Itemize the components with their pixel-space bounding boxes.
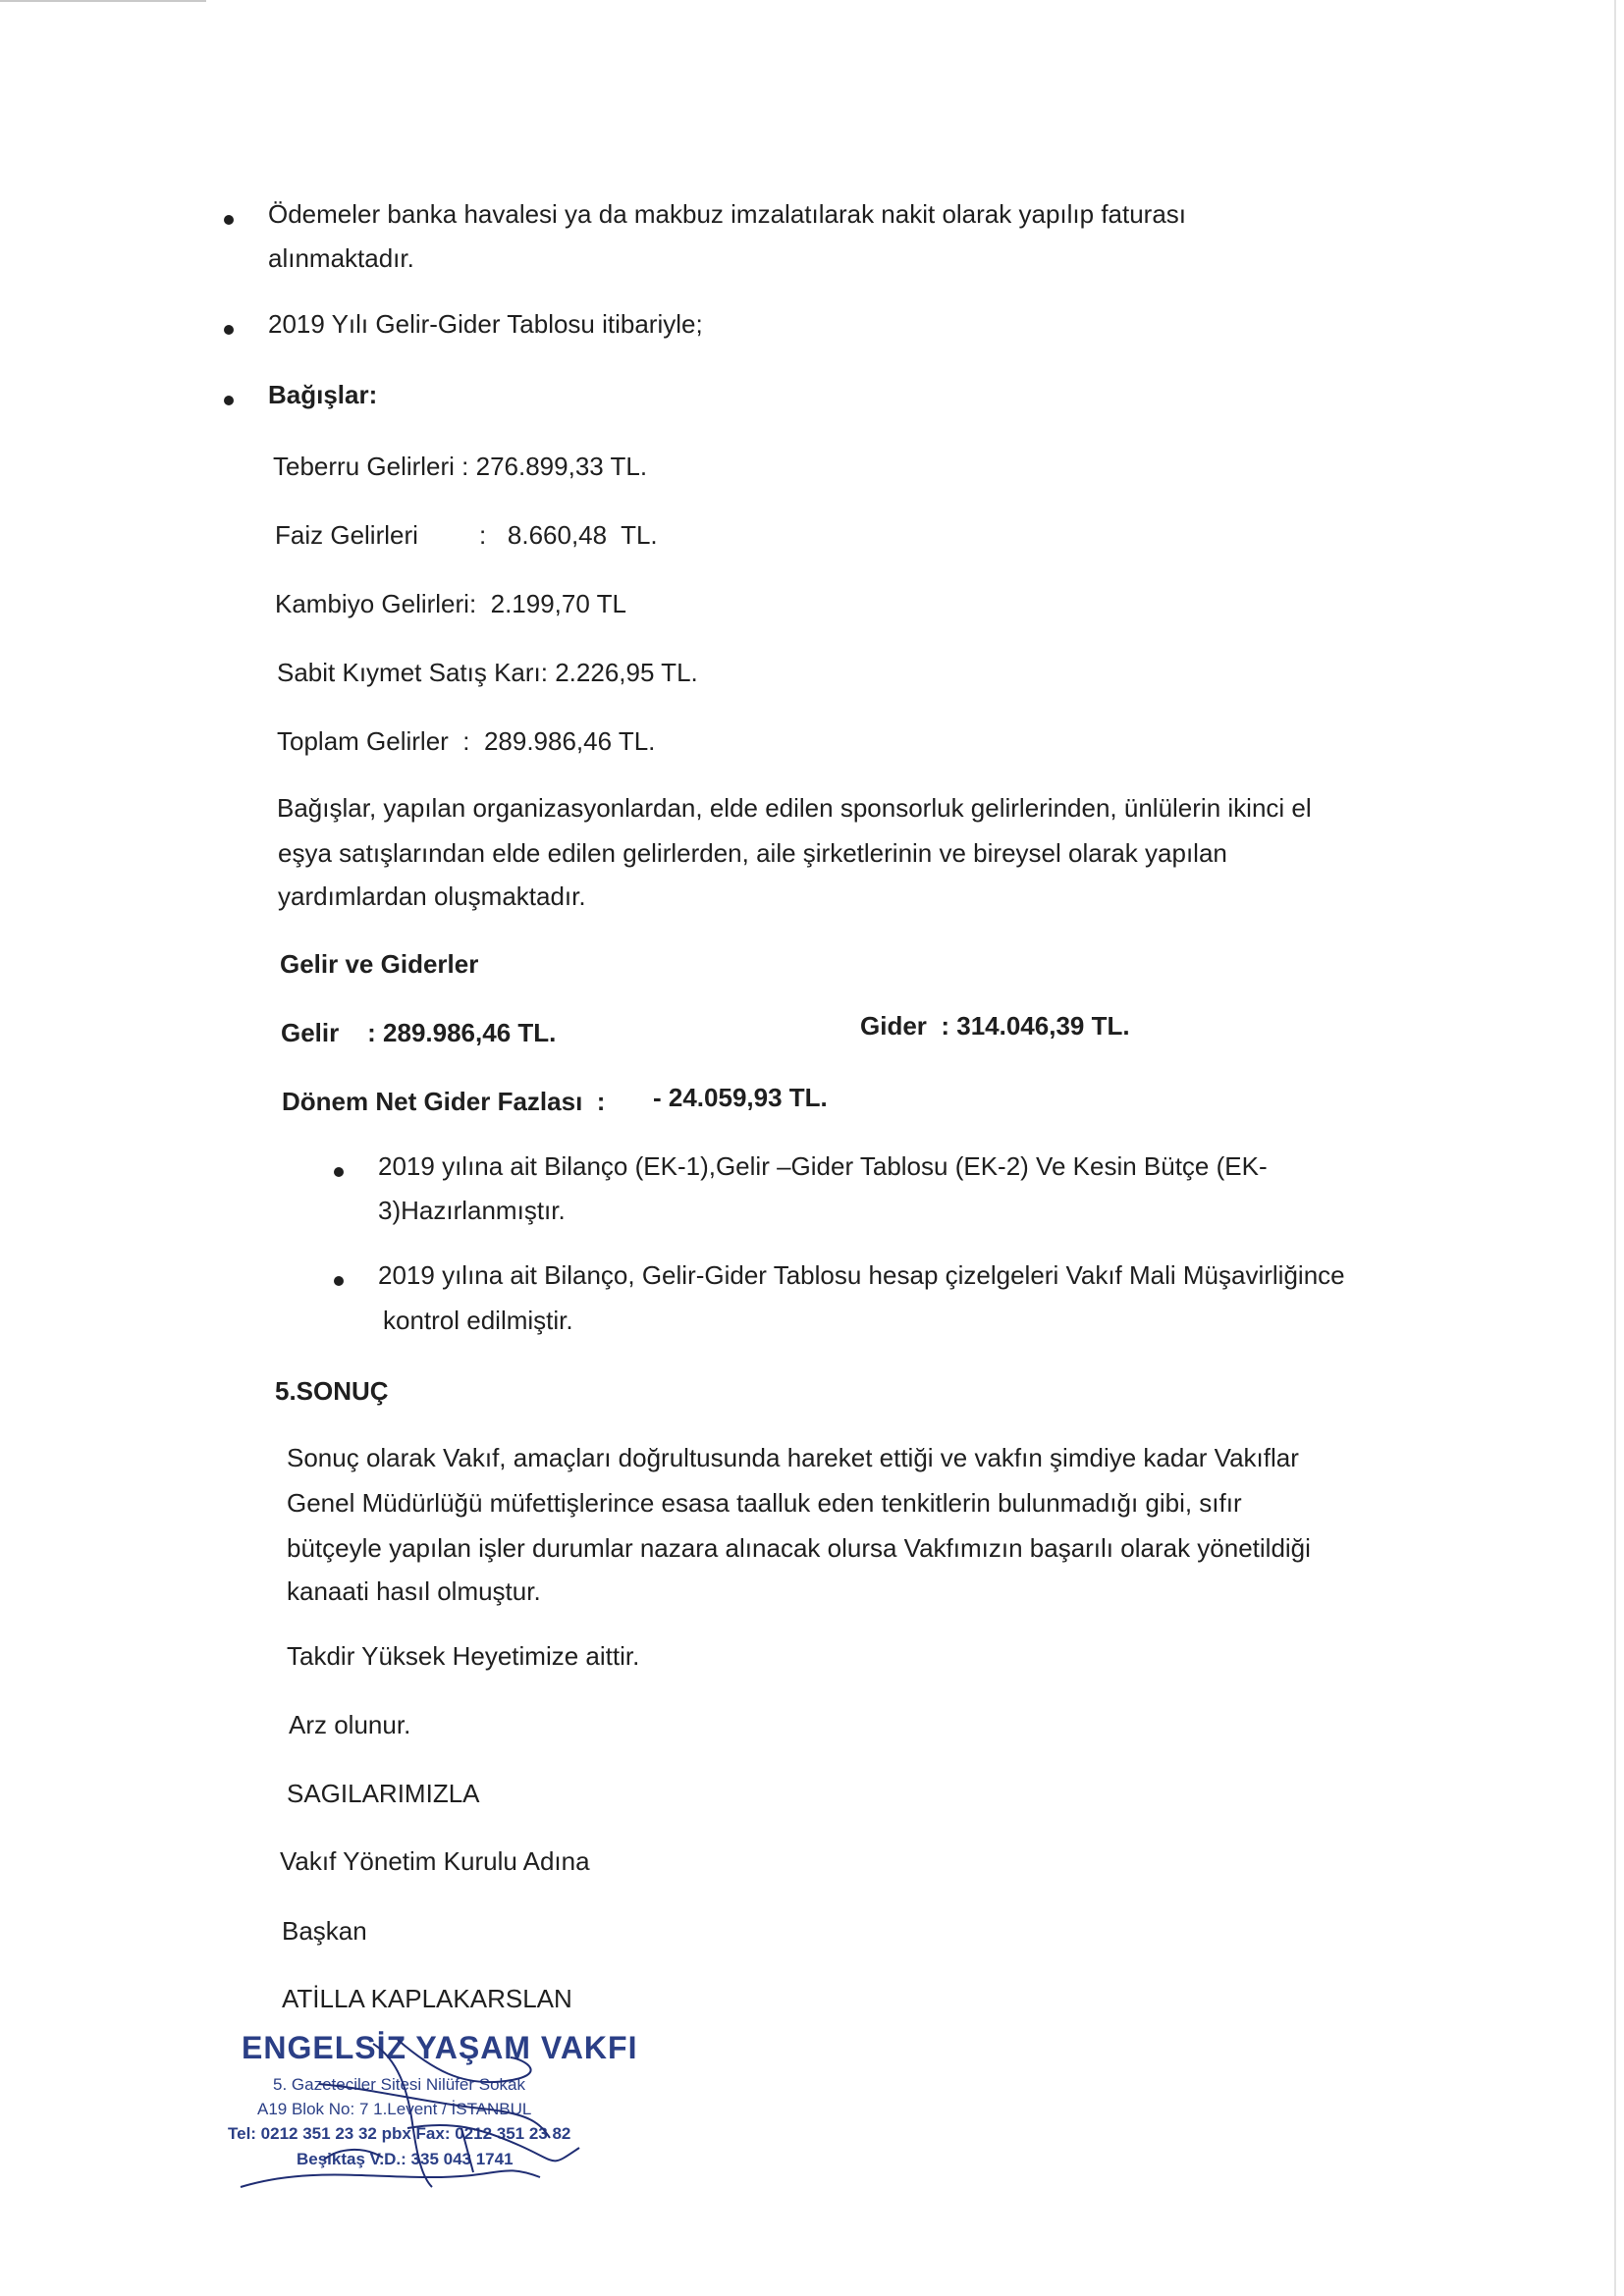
bullet-dot xyxy=(334,1276,344,1286)
income-toplam: Toplam Gelirler : 289.986,46 TL. xyxy=(277,726,656,756)
scan-artifact-edge xyxy=(1614,0,1616,2296)
income-faiz-value: : 8.660,48 TL. xyxy=(479,520,658,550)
closing-regards: SAGILARIMIZLA xyxy=(287,1779,480,1808)
closing-president-title: Başkan xyxy=(282,1916,367,1946)
net-expense-label: Dönem Net Gider Fazlası : xyxy=(282,1087,606,1116)
bullet-dot xyxy=(224,215,234,225)
conclusion-line3: bütçeyle yapılan işler durumlar nazara alınacak olursa Vakfımızın başarılı olarak yönetildiği xyxy=(287,1533,1311,1563)
income-kambiyo: Kambiyo Gelirleri: 2.199,70 TL xyxy=(275,589,626,618)
bullet-payment-line2: alınmaktadır. xyxy=(268,243,414,273)
handwritten-signature xyxy=(226,2030,638,2197)
subbullet-control-line1: 2019 yılına ait Bilanço, Gelir-Gider Tablosu hesap çizelgeleri Vakıf Mali Müşavirliğince xyxy=(378,1260,1345,1290)
income-expense-heading: Gelir ve Giderler xyxy=(280,949,479,979)
conclusion-line4: kanaati hasıl olmuştur. xyxy=(287,1576,541,1606)
bullet-payment-line1: Ödemeler banka havalesi ya da makbuz imzalatılarak nakit olarak yapılıp faturası xyxy=(268,199,1187,229)
conclusion-line1: Sonuç olarak Vakıf, amaçları doğrultusunda hareket ettiği ve vakfın şimdiye kadar Vakıflar xyxy=(287,1443,1299,1472)
income-sabit-kiymet: Sabit Kıymet Satış Karı: 2.226,95 TL. xyxy=(277,658,698,687)
closing-board: Vakıf Yönetim Kurulu Adına xyxy=(280,1846,590,1876)
donations-paragraph-line2: eşya satışlarından elde edilen gelirlerden, aile şirketlerinin ve bireysel olarak yapılan xyxy=(278,838,1227,868)
subbullet-control-line2: kontrol edilmiştir. xyxy=(383,1306,573,1335)
stamp-tax-office: Beşiktaş V.D.: 335 043 1741 xyxy=(297,2150,514,2168)
stamp-address-1: 5. Gazeteciler Sitesi Nilüfer Sokak xyxy=(273,2075,525,2094)
income-total: Gelir : 289.986,46 TL. xyxy=(281,1018,557,1047)
closing-arz: Arz olunur. xyxy=(289,1710,411,1739)
stamp-title: ENGELSİZ YAŞAM VAKFI xyxy=(242,2030,638,2065)
bullet-income-table: 2019 Yılı Gelir-Gider Tablosu itibariyle; xyxy=(268,309,703,339)
stamp-address-2: A19 Blok No: 7 1.Levent / İSTANBUL xyxy=(257,2100,532,2118)
subbullet-bilanco-line2: 3)Hazırlanmıştır. xyxy=(378,1196,566,1225)
donations-paragraph-line1: Bağışlar, yapılan organizasyonlardan, elde edilen sponsorluk gelirlerinden, ünlülerin ikinci el xyxy=(277,793,1312,823)
bullet-dot xyxy=(224,325,234,335)
bullet-donations-heading: Bağışlar: xyxy=(268,380,378,409)
scan-artifact-top xyxy=(0,0,206,2)
net-expense-value: - 24.059,93 TL. xyxy=(653,1083,828,1112)
closing-takdir: Takdir Yüksek Heyetimize aittir. xyxy=(287,1641,640,1671)
conclusion-heading: 5.SONUÇ xyxy=(275,1376,389,1406)
bullet-dot xyxy=(334,1167,344,1177)
income-teberru: Teberru Gelirleri : 276.899,33 TL. xyxy=(273,452,648,481)
donations-paragraph-line3: yardımlardan oluşmaktadır. xyxy=(278,881,586,911)
closing-president-name: ATİLLA KAPLAKARSLAN xyxy=(282,1984,572,2013)
bullet-dot xyxy=(224,396,234,405)
expense-total: Gider : 314.046,39 TL. xyxy=(860,1011,1130,1041)
subbullet-bilanco-line1: 2019 yılına ait Bilanço (EK-1),Gelir –Gider Tablosu (EK-2) Ve Kesin Bütçe (EK- xyxy=(378,1151,1268,1181)
income-faiz-label: Faiz Gelirleri xyxy=(275,520,418,550)
stamp-phone: Tel: 0212 351 23 32 pbx Fax: 0212 351 23 82 xyxy=(228,2124,571,2143)
conclusion-line2: Genel Müdürlüğü müfettişlerince esasa taalluk eden tenkitlerin bulunmadığı gibi, sıfır xyxy=(287,1488,1242,1518)
